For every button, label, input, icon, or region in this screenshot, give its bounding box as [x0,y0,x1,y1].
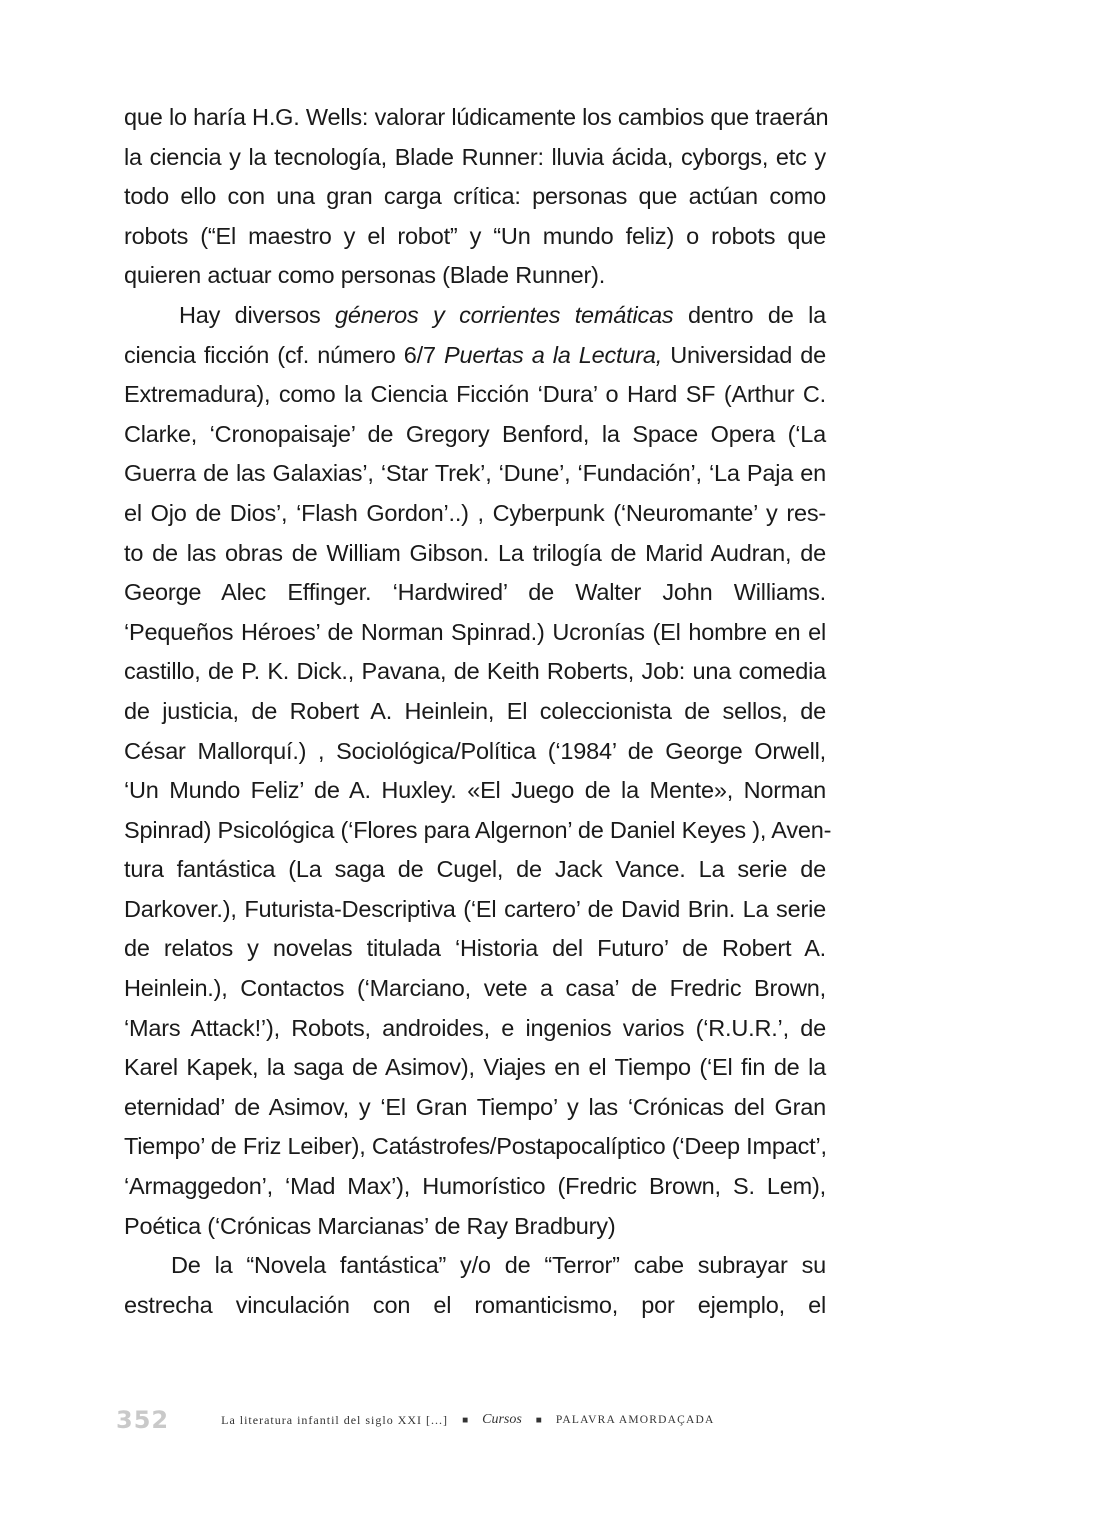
series-name: PALAVRA AMORDAÇADA [555,1414,715,1426]
text-line: Tiempo’ de Friz Leiber), Catástrofes/Postapocalíptico (‘Deep Impact’, [124,1133,827,1160]
text-line [124,336,826,376]
body-text [124,98,832,1325]
italic-text: Puertas a la Lectura, [444,341,663,368]
text-line: la ciencia y la tecnología, Blade Runner: lluvia ácida, cyborgs, etc y [124,143,826,170]
text-line: castillo, de P. K. Dick., Pavana, de Keith Roberts, Job: una comedia [124,658,826,685]
text-run: Hay diversos [179,301,336,328]
text-line: ‘Un Mundo Feliz’ de A. Huxley. «El Juego de la Mente», Norman [124,777,826,804]
text-line: ‘Mars Attack!’), Robots, androides, e ingenios varios (‘R.U.R.’, de [124,1014,826,1041]
text-line: que lo haría H.G. Wells: valorar lúdicamente los cambios que traerán [124,104,829,130]
text-run: ciencia ficción (cf. número 6/7 [124,341,445,368]
text-line: Darkover.), Futurista-Descriptiva (‘El cartero’ de David Brin. La serie [124,895,826,922]
page-number: 352 [116,1406,170,1434]
text-line: De la “Novela fantástica” y/o de “Terror” cabe subrayar su [171,1252,826,1279]
text-line: tura fantástica (La saga de Cugel, de Jack Vance. La serie de [124,856,826,883]
text-run: Universidad de [662,341,826,368]
bullet-separator: ■ [535,1414,542,1426]
text-line: robots (“El maestro y el robot” y “Un mundo feliz) o robots que [124,222,826,249]
text-line: de justicia, de Robert A. Heinlein, El coleccionista de sellos, de [124,697,826,724]
text-line: el Ojo de Dios’, ‘Flash Gordon’..) , Cyberpunk (‘Neuromante’ y res- [124,499,826,526]
bullet-separator: ■ [462,1414,469,1426]
text-line: quieren actuar como personas (Blade Runner). [124,262,606,289]
text-line: Clarke, ‘Cronopaisaje’ de Gregory Benford, la Space Opera (‘La [124,420,826,447]
text-line: de relatos y novelas titulada ‘Historia del Futuro’ de Robert A. [124,935,826,962]
text-line: Karel Kapek, la saga de Asimov), Viajes en el Tiempo (‘El fin de la [124,1054,826,1081]
text-line: todo ello con una gran carga crítica: personas que actúan como [124,183,826,210]
italic-text: géneros y corrientes temáticas [335,301,674,328]
journal-name: Cursos [482,1412,522,1427]
text-line: Poética (‘Crónicas Marcianas’ de Ray Bradbury) [124,1212,616,1239]
text-run: dentro de la [673,301,826,328]
text-line [124,296,826,336]
text-line: estrecha vinculación con el romanticismo, por ejemplo, el [124,1291,826,1318]
text-line: Extremadura), como la Ciencia Ficción ‘Dura’ o Hard SF (Arthur C. [124,381,826,408]
text-line: Guerra de las Galaxias’, ‘Star Trek’, ‘Dune’, ‘Fundación’, ‘La Paja en [124,460,826,487]
text-line: César Mallorquí.) , Sociológica/Política (‘1984’ de George Orwell, [124,737,826,764]
book-title: La literatura infantil del siglo XXI [...] [221,1412,449,1427]
text-line: to de las obras de William Gibson. La trilogía de Marid Audran, de [124,539,826,566]
text-line: ‘Pequeños Héroes’ de Norman Spinrad.) Ucronías (El hombre en el [124,618,826,645]
text-line: Spinrad) Psicológica (‘Flores para Algernon’ de Daniel Keyes ), Aven- [124,816,832,843]
text-line: ‘Armaggedon’, ‘Mad Max’), Humorístico (Fredric Brown, S. Lem), [124,1173,826,1200]
text-line: George Alec Effinger. ‘Hardwired’ de Walter John Williams. [124,579,826,606]
page-footer [116,1405,826,1435]
text-line: Heinlein.), Contactos (‘Marciano, vete a casa’ de Fredric Brown, [124,975,826,1002]
text-line: eternidad’ de Asimov, y ‘El Gran Tiempo’ y las ‘Crónicas del Gran [124,1093,826,1120]
